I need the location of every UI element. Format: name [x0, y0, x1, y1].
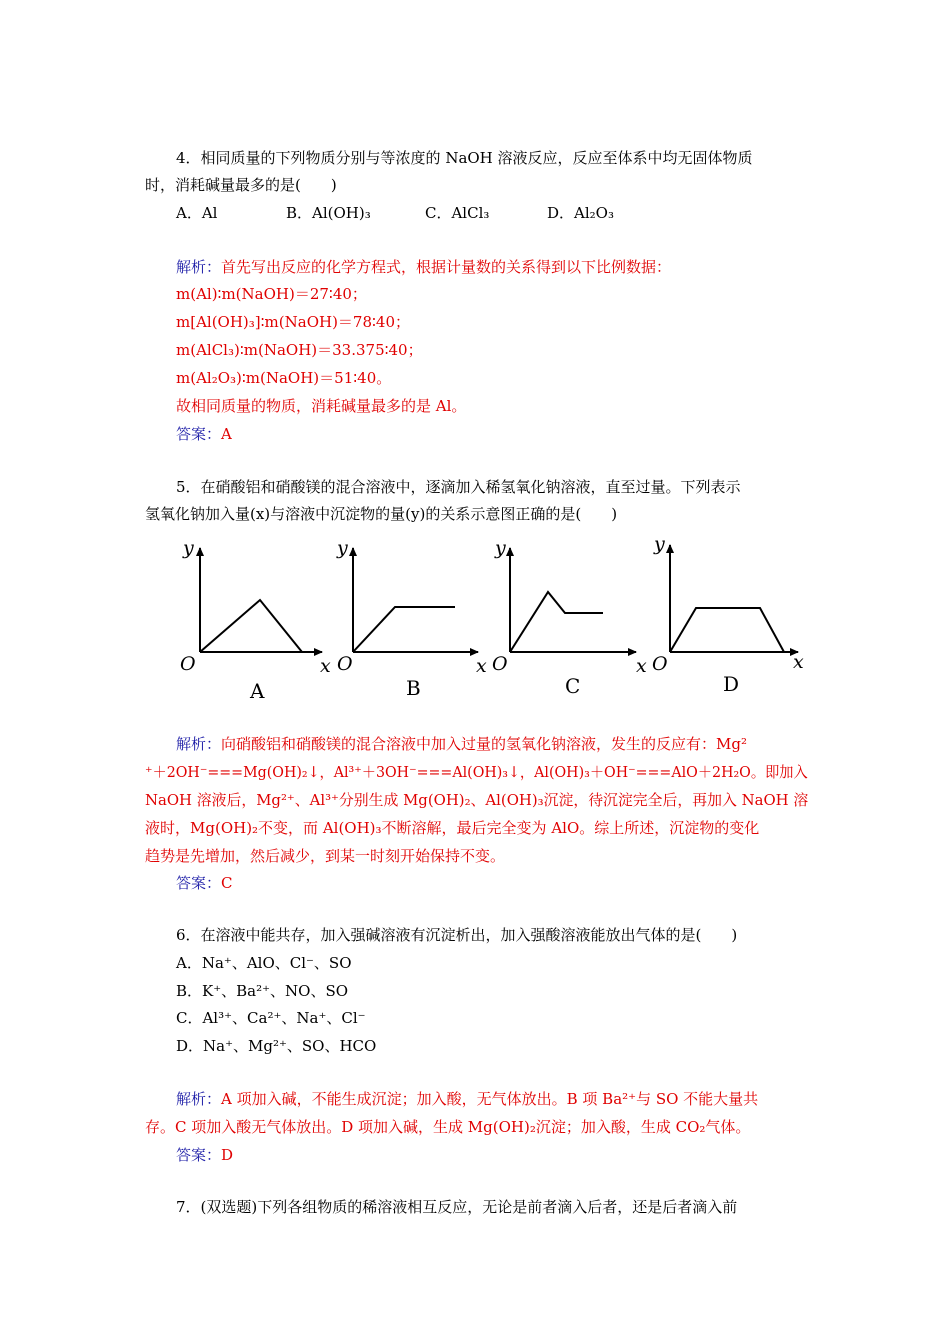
graph-a — [200, 548, 322, 652]
q6-option-c: C．Al³⁺、Ca²⁺、Na⁺、Cl⁻ — [176, 1009, 366, 1027]
graph-d-origin: O — [652, 653, 668, 675]
analysis-label: 解析： — [176, 735, 222, 753]
graph-d-x-label: x — [793, 651, 804, 673]
q5-analysis-line3: NaOH 溶液后，Mg²⁺、Al³⁺分别生成 Mg(OH)₂、Al(OH)₃沉淀，待沉淀完全后，再加入 NaOH 溶 — [145, 791, 809, 809]
graph-c-x-label: x — [636, 655, 647, 677]
q4-stem-line1: 4．相同质量的下列物质分别与等浓度的 NaOH 溶液反应，反应至体系中均无固体物质 — [176, 149, 753, 167]
q5-stem-line2: 氢氧化钠加入量(x)与溶液中沉淀物的量(y)的关系示意图正确的是( ) — [145, 505, 618, 523]
graph-d-label: D — [723, 672, 740, 696]
graph-d-y-label: y — [654, 533, 665, 555]
q5-analysis-line1 — [176, 731, 747, 757]
q5-graphs — [170, 530, 820, 705]
graph-c-y-label: y — [495, 537, 506, 559]
graph-b-curve — [353, 607, 455, 652]
q4-answer — [176, 421, 232, 447]
graph-a-x-label: x — [320, 655, 331, 677]
q5-analysis-line4: 液时，Mg(OH)₂不变，而 Al(OH)₃不断溶解，最后完全变为 AlO。综上所述，沉淀物的变化 — [145, 819, 760, 837]
graph-d — [670, 545, 798, 652]
q4-analysis — [176, 254, 671, 280]
answer-label: 答案： — [176, 425, 222, 443]
answer-value: D — [221, 1146, 234, 1164]
graph-b-y-label: y — [337, 537, 348, 559]
q4-ratio-1: m(Al)∶m(NaOH)＝27∶40； — [176, 285, 367, 303]
q4-option-d: D．Al₂O₃ — [547, 204, 614, 222]
graph-c — [510, 548, 636, 652]
graph-a-label: A — [250, 679, 265, 703]
q6-option-a: A．Na⁺、AlO、Cl⁻、SO — [176, 954, 352, 972]
q4-option-c: C．AlCl₃ — [425, 204, 490, 222]
q4-ratio-2: m[Al(OH)₃]∶m(NaOH)＝78∶40； — [176, 313, 411, 331]
analysis-text: A 项加入碱，不能生成沉淀；加入酸，无气体放出。B 项 Ba²⁺与 SO 不能大量共 — [221, 1090, 759, 1108]
q7-stem-line1: 7．(双选题)下列各组物质的稀溶液相互反应，无论是前者滴入后者，还是后者滴入前 — [176, 1198, 738, 1216]
q4-conclusion: 故相同质量的物质，消耗碱量最多的是 Al。 — [176, 397, 467, 415]
graph-c-curve — [510, 592, 603, 652]
graph-a-origin: O — [180, 653, 196, 675]
q6-analysis-line1 — [176, 1086, 758, 1112]
q6-analysis-line2: 存。C 项加入酸无气体放出。D 项加入碱，生成 Mg(OH)₂沉淀；加入酸，生成 CO₂气体。 — [145, 1118, 751, 1136]
q6-option-d: D．Na⁺、Mg²⁺、SO、HCO — [176, 1037, 377, 1055]
answer-value: A — [221, 425, 232, 443]
graph-a-y-label: y — [183, 537, 194, 559]
graph-b — [353, 548, 478, 652]
q5-stem-line1: 5．在硝酸铝和硝酸镁的混合溶液中，逐滴加入稀氢氧化钠溶液，直至过量。下列表示 — [176, 478, 741, 496]
q4-option-a: A．Al — [176, 204, 218, 222]
graph-b-x-label: x — [476, 655, 487, 677]
q5-answer — [176, 870, 233, 896]
q4-ratio-3: m(AlCl₃)∶m(NaOH)＝33.375∶40； — [176, 341, 423, 359]
graph-a-curve — [200, 600, 302, 652]
answer-label: 答案： — [176, 874, 222, 892]
q4-ratio-4: m(Al₂O₃)∶m(NaOH)＝51∶40。 — [176, 369, 392, 387]
q6-answer — [176, 1142, 233, 1168]
q4-stem-line2: 时，消耗碱量最多的是( ) — [145, 176, 337, 194]
q4-option-b: B．Al(OH)₃ — [286, 204, 371, 222]
analysis-text: 向硝酸铝和硝酸镁的混合溶液中加入过量的氢氧化钠溶液，发生的反应有：Mg² — [221, 735, 747, 753]
analysis-label: 解析： — [176, 1090, 222, 1108]
q6-option-b: B．K⁺、Ba²⁺、NO、SO — [176, 982, 349, 1000]
graph-d-curve — [670, 608, 784, 652]
q6-stem: 6．在溶液中能共存，加入强碱溶液有沉淀析出，加入强酸溶液能放出气体的是( ) — [176, 926, 738, 944]
q5-analysis-line5: 趋势是先增加，然后减少，到某一时刻开始保持不变。 — [145, 847, 506, 865]
analysis-label: 解析： — [176, 258, 222, 276]
answer-label: 答案： — [176, 1146, 222, 1164]
answer-value: C — [221, 874, 233, 892]
graph-b-label: B — [406, 676, 421, 700]
graph-b-origin: O — [337, 653, 353, 675]
q5-analysis-line2: ⁺＋2OH⁻===Mg(OH)₂↓，Al³⁺＋3OH⁻===Al(OH)₃↓，Al(OH)₃＋OH⁻===AlO＋2H₂O。即加入 — [145, 763, 808, 781]
graph-c-origin: O — [492, 653, 508, 675]
analysis-text: 首先写出反应的化学方程式，根据计量数的关系得到以下比例数据： — [221, 258, 672, 276]
graph-c-label: C — [565, 674, 581, 698]
